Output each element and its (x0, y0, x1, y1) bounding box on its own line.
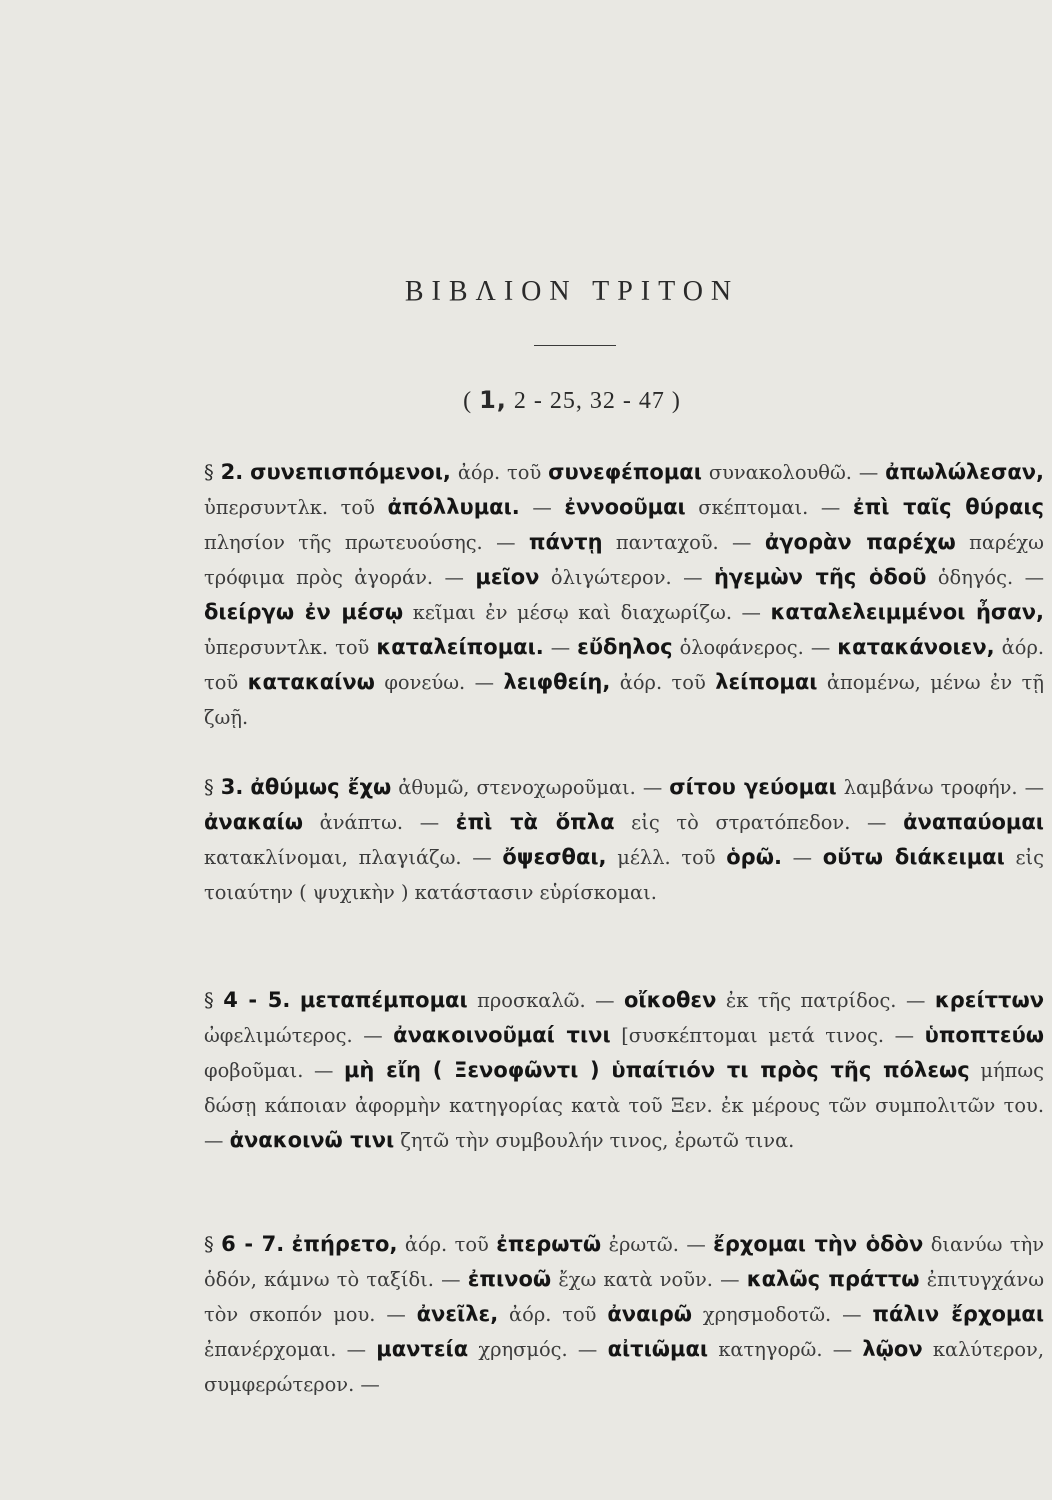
chapter-range-open: ( (463, 388, 480, 414)
gloss: εἰς τὸ στρατόπεδον. — (614, 811, 904, 834)
headword: λείπομαι (715, 670, 818, 694)
gloss: — (519, 496, 565, 519)
gloss: συνακολουθῶ. — (701, 461, 886, 484)
headword: ὁρῶ. (726, 845, 782, 869)
gloss: ἀόρ. τοῦ (610, 671, 716, 694)
gloss: ἐπιτυγχάνω τὸν σκοπόν μου. — (204, 1268, 1045, 1326)
headword: ἐπερωτῶ (496, 1232, 602, 1256)
gloss: ἀόρ. τοῦ (204, 636, 1045, 694)
gloss: κατακλίνομαι, πλαγιάζω. — (204, 846, 503, 869)
gloss: ἀόρ. τοῦ (498, 1303, 608, 1326)
gloss: σκέπτομαι. — (685, 496, 853, 519)
headword: ἐπὶ τὰ ὅπλα (455, 810, 615, 834)
headword: ἀνακοινοῦμαί τινι (393, 1023, 611, 1047)
headword: ὄψεσθαι, (502, 845, 607, 869)
headword: καταλείπομαι. (376, 635, 544, 659)
gloss: ὁδηγός. — (926, 566, 1044, 589)
headword: ἀπωλώλεσαν, (885, 460, 1045, 484)
headword: οἴκοθεν (624, 988, 717, 1012)
gloss: φοβοῦμαι. — (204, 1059, 344, 1082)
gloss: κατηγορῶ. — (708, 1338, 863, 1361)
gloss: πανταχοῦ. — (602, 531, 765, 554)
headword: διείργω ἐν μέσῳ (204, 600, 404, 624)
headword: πάντῃ (528, 530, 603, 554)
headword: κρείττων (934, 988, 1044, 1012)
section-text (204, 1233, 1044, 1396)
chapter-range-bold: 1, (479, 386, 507, 414)
headword: κατακάνοιεν, (837, 635, 995, 659)
gloss: ἀνάπτω. — (302, 811, 456, 834)
section-text (204, 989, 1044, 1152)
headword: μὴ εἴη ( Ξενοφῶντι ) ὑπαίτιόν τι πρὸς τῆς πόλεως (343, 1058, 970, 1082)
gloss: ὑπερσυντλκ. τοῦ (204, 496, 388, 519)
gloss: ἐρωτῶ. — (601, 1233, 714, 1256)
gloss: χρησμός. — (468, 1338, 608, 1361)
headword: μεταπέμπομαι (299, 988, 468, 1012)
section-mark: § (204, 776, 214, 799)
headword: πάλιν ἔρχομαι (872, 1302, 1044, 1326)
gloss: ὀλιγώτερον. — (539, 566, 714, 589)
headword: καταλελειμμένοι ἦσαν, (770, 600, 1045, 624)
gloss: ὑπερσυντλκ. τοῦ (204, 636, 377, 659)
section-3 (150, 770, 1044, 910)
gloss: ἀπομένω, μένω ἐν τῇ ζωῇ. (204, 671, 1044, 729)
headword: οὕτω διάκειμαι (822, 845, 1005, 869)
gloss: χρησμοδοτῶ. — (692, 1303, 873, 1326)
gloss: παρέχω τρόφιμα πρὸς ἀγοράν. — (204, 531, 1044, 589)
headword: ἐπήρετο, (291, 1232, 398, 1256)
gloss: ἐκ τῆς πατρίδος. — (716, 989, 935, 1012)
section-number: 4 - 5. (223, 988, 291, 1012)
headword: ἀπόλλυμαι. (387, 495, 520, 519)
headword: καλῶς πράττω (746, 1267, 920, 1291)
headword: κατακαίνω (247, 670, 375, 694)
section-number: 2. (220, 460, 244, 484)
gloss: φονεύω. — (374, 671, 504, 694)
headword: σίτου γεύομαι (669, 775, 837, 799)
gloss: διανύω τὴν ὁδόν, κάμνω τὸ ταξίδι. — (204, 1233, 1045, 1291)
gloss: ὁλοφάνερος. — (672, 636, 838, 659)
gloss: λαμβάνω τροφήν. — (836, 776, 1044, 799)
headword: ἐπινοῶ (467, 1267, 552, 1291)
headword: συνεπισπόμενοι, (250, 460, 451, 484)
section-number: 3. (220, 775, 244, 799)
gloss: ἀόρ. τοῦ (450, 461, 549, 484)
headword: ἐπὶ ταῖς θύραις (852, 495, 1045, 519)
headword: λῷον (862, 1337, 923, 1361)
headword: ἔρχομαι τὴν ὁδὸν (713, 1232, 924, 1256)
section-4-5 (150, 983, 1044, 1158)
section-mark: § (204, 1233, 214, 1256)
gloss: ἔχω κατὰ νοῦν. — (551, 1268, 747, 1291)
gloss: προσκαλῶ. — (467, 989, 624, 1012)
gloss: ἀόρ. τοῦ (397, 1233, 497, 1256)
section-text (204, 461, 1044, 729)
chapter-range (0, 386, 1052, 415)
gloss: μέλλ. τοῦ (606, 846, 727, 869)
headword: συνεφέπομαι (548, 460, 702, 484)
headword: ἀνεῖλε, (416, 1302, 499, 1326)
section-number: 6 - 7. (221, 1232, 285, 1256)
section-mark: § (204, 461, 214, 484)
gloss: ζητῶ τὴν συμβουλήν τινος, ἐρωτῶ τινα. (394, 1129, 795, 1152)
headword: εὔδηλος (577, 635, 673, 659)
headword: ἀνακαίω (204, 810, 303, 834)
gloss: ὠφελιμώτερος. — (204, 1024, 394, 1047)
headword: αἰτιῶμαι (607, 1337, 709, 1361)
headword: ἀναιρῶ (607, 1302, 692, 1326)
gloss: κεῖμαι ἐν μέσῳ καὶ διαχωρίζω. — (403, 601, 771, 624)
gloss: — (781, 846, 823, 869)
gloss: μήπως δώσῃ κάποιαν ἀφορμὴν κατηγορίας κατὰ τοῦ Ξεν. ἐκ μέρους τῶν συμπολιτῶν του. — (204, 1059, 1044, 1152)
gloss: εἰς τοιαύτην ( ψυχικὴν ) κατάστασιν εὑρίσκομαι. (204, 846, 1044, 904)
headword: ὑποπτεύω (924, 1023, 1044, 1047)
headword: μαντεία (376, 1337, 469, 1361)
section-text (204, 776, 1044, 904)
gloss: ἐπανέρχομαι. — (204, 1338, 377, 1361)
section-2 (150, 455, 1044, 735)
headword: ἀναπαύομαι (903, 810, 1044, 834)
chapter-range-rest: 2 - 25, 32 - 47 ) (506, 388, 681, 414)
gloss: καλύτερον, συμφερώτερον. — (204, 1338, 1045, 1396)
headword: μεῖον (475, 565, 540, 589)
headword: ἀνακοινῶ τινι (229, 1128, 395, 1152)
gloss: ἀθυμῶ, στενοχωροῦμαι. — (391, 776, 670, 799)
headword: ἀθύμως ἔχω (250, 775, 392, 799)
gloss: πλησίον τῆς πρωτευούσης. — (204, 531, 529, 554)
headword: ἀγορὰν παρέχω (764, 530, 956, 554)
headword: λειφθείη, (503, 670, 611, 694)
page-title: ΒΙΒΛΙΟΝ ΤΡΙΤΟΝ (404, 276, 740, 307)
section-6-7 (150, 1227, 1044, 1402)
headword: ἡγεμὼν τῆς ὁδοῦ (713, 565, 927, 589)
headword: ἐννοοῦμαι (564, 495, 686, 519)
gloss: — (543, 636, 578, 659)
section-mark: § (204, 989, 214, 1012)
gloss: [συσκέπτομαι μετά τινος. — (610, 1024, 925, 1047)
title-divider (534, 345, 616, 346)
